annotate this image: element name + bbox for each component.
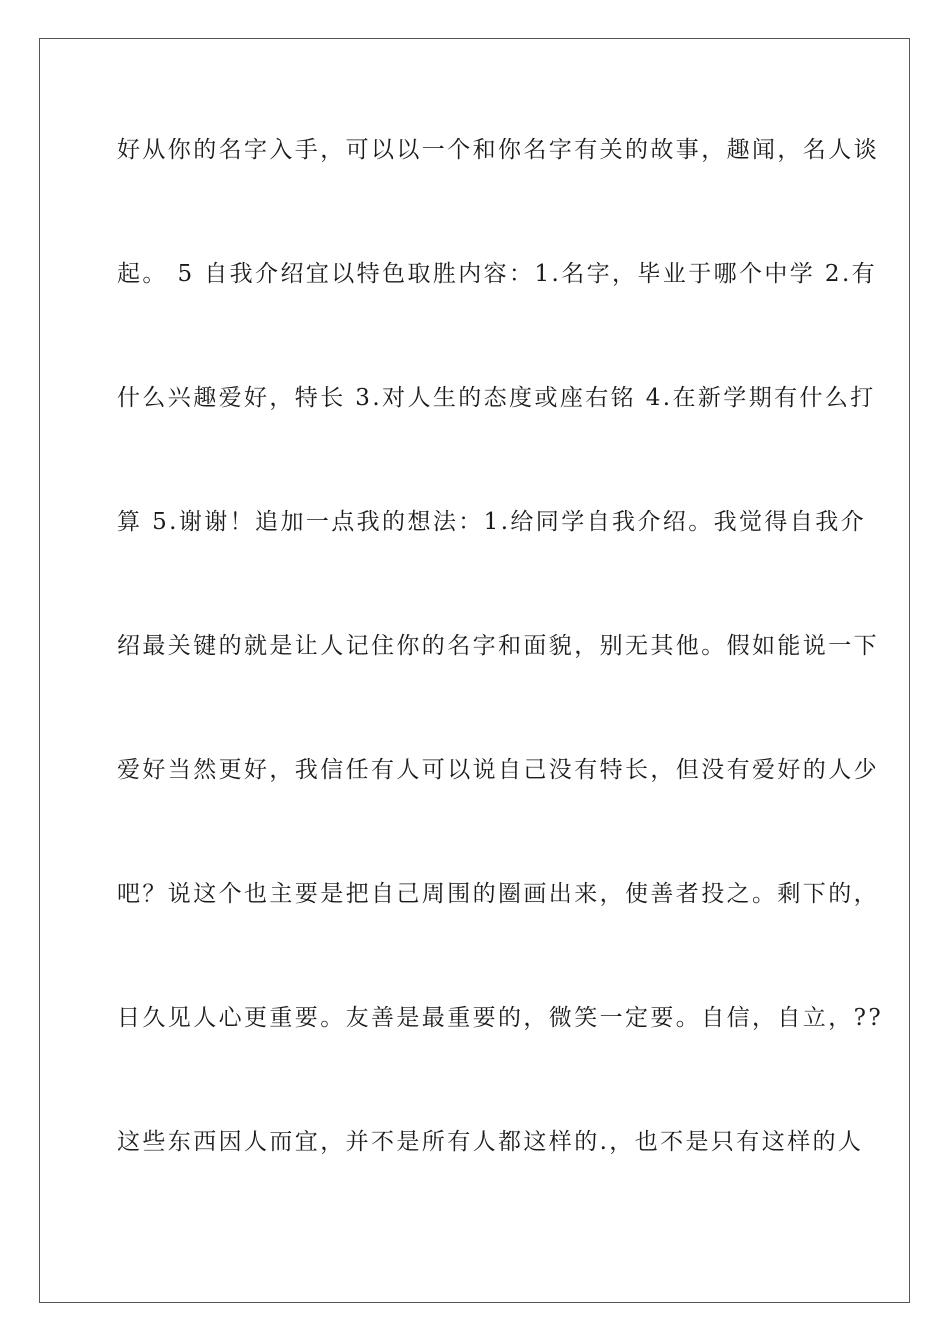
body-text-line: 好从你的名字入手，可以以一个和你名字有关的故事，趣闻，名人谈 bbox=[117, 137, 879, 163]
body-text-line: 绍最关键的就是让人记住你的名字和面貌，别无其他。假如能说一下 bbox=[117, 633, 879, 659]
body-text-line: 这些东西因人而宜，并不是所有人都这样的.，也不是只有这样的人 bbox=[117, 1129, 864, 1155]
body-text-line: 吧？说这个也主要是把自己周围的圈画出来，使善者投之。剩下的， bbox=[117, 881, 879, 907]
body-text-line: 爱好当然更好，我信任有人可以说自己没有特长，但没有爱好的人少 bbox=[117, 757, 879, 783]
body-text-line: 算 5.谢谢！追加一点我的想法：1.给同学自我介绍。我觉得自我介 bbox=[117, 509, 866, 535]
body-text-line: 什么兴趣爱好，特长 3.对人生的态度或座右铭 4.在新学期有什么打 bbox=[117, 385, 876, 411]
page-border bbox=[39, 38, 910, 1303]
body-text-line: 起。 5 自我介绍宜以特色取胜内容：1.名字，毕业于哪个中学 2.有 bbox=[117, 261, 878, 287]
body-text-line: 日久见人心更重要。友善是最重要的，微笑一定要。自信，自立，?? bbox=[117, 1005, 884, 1031]
